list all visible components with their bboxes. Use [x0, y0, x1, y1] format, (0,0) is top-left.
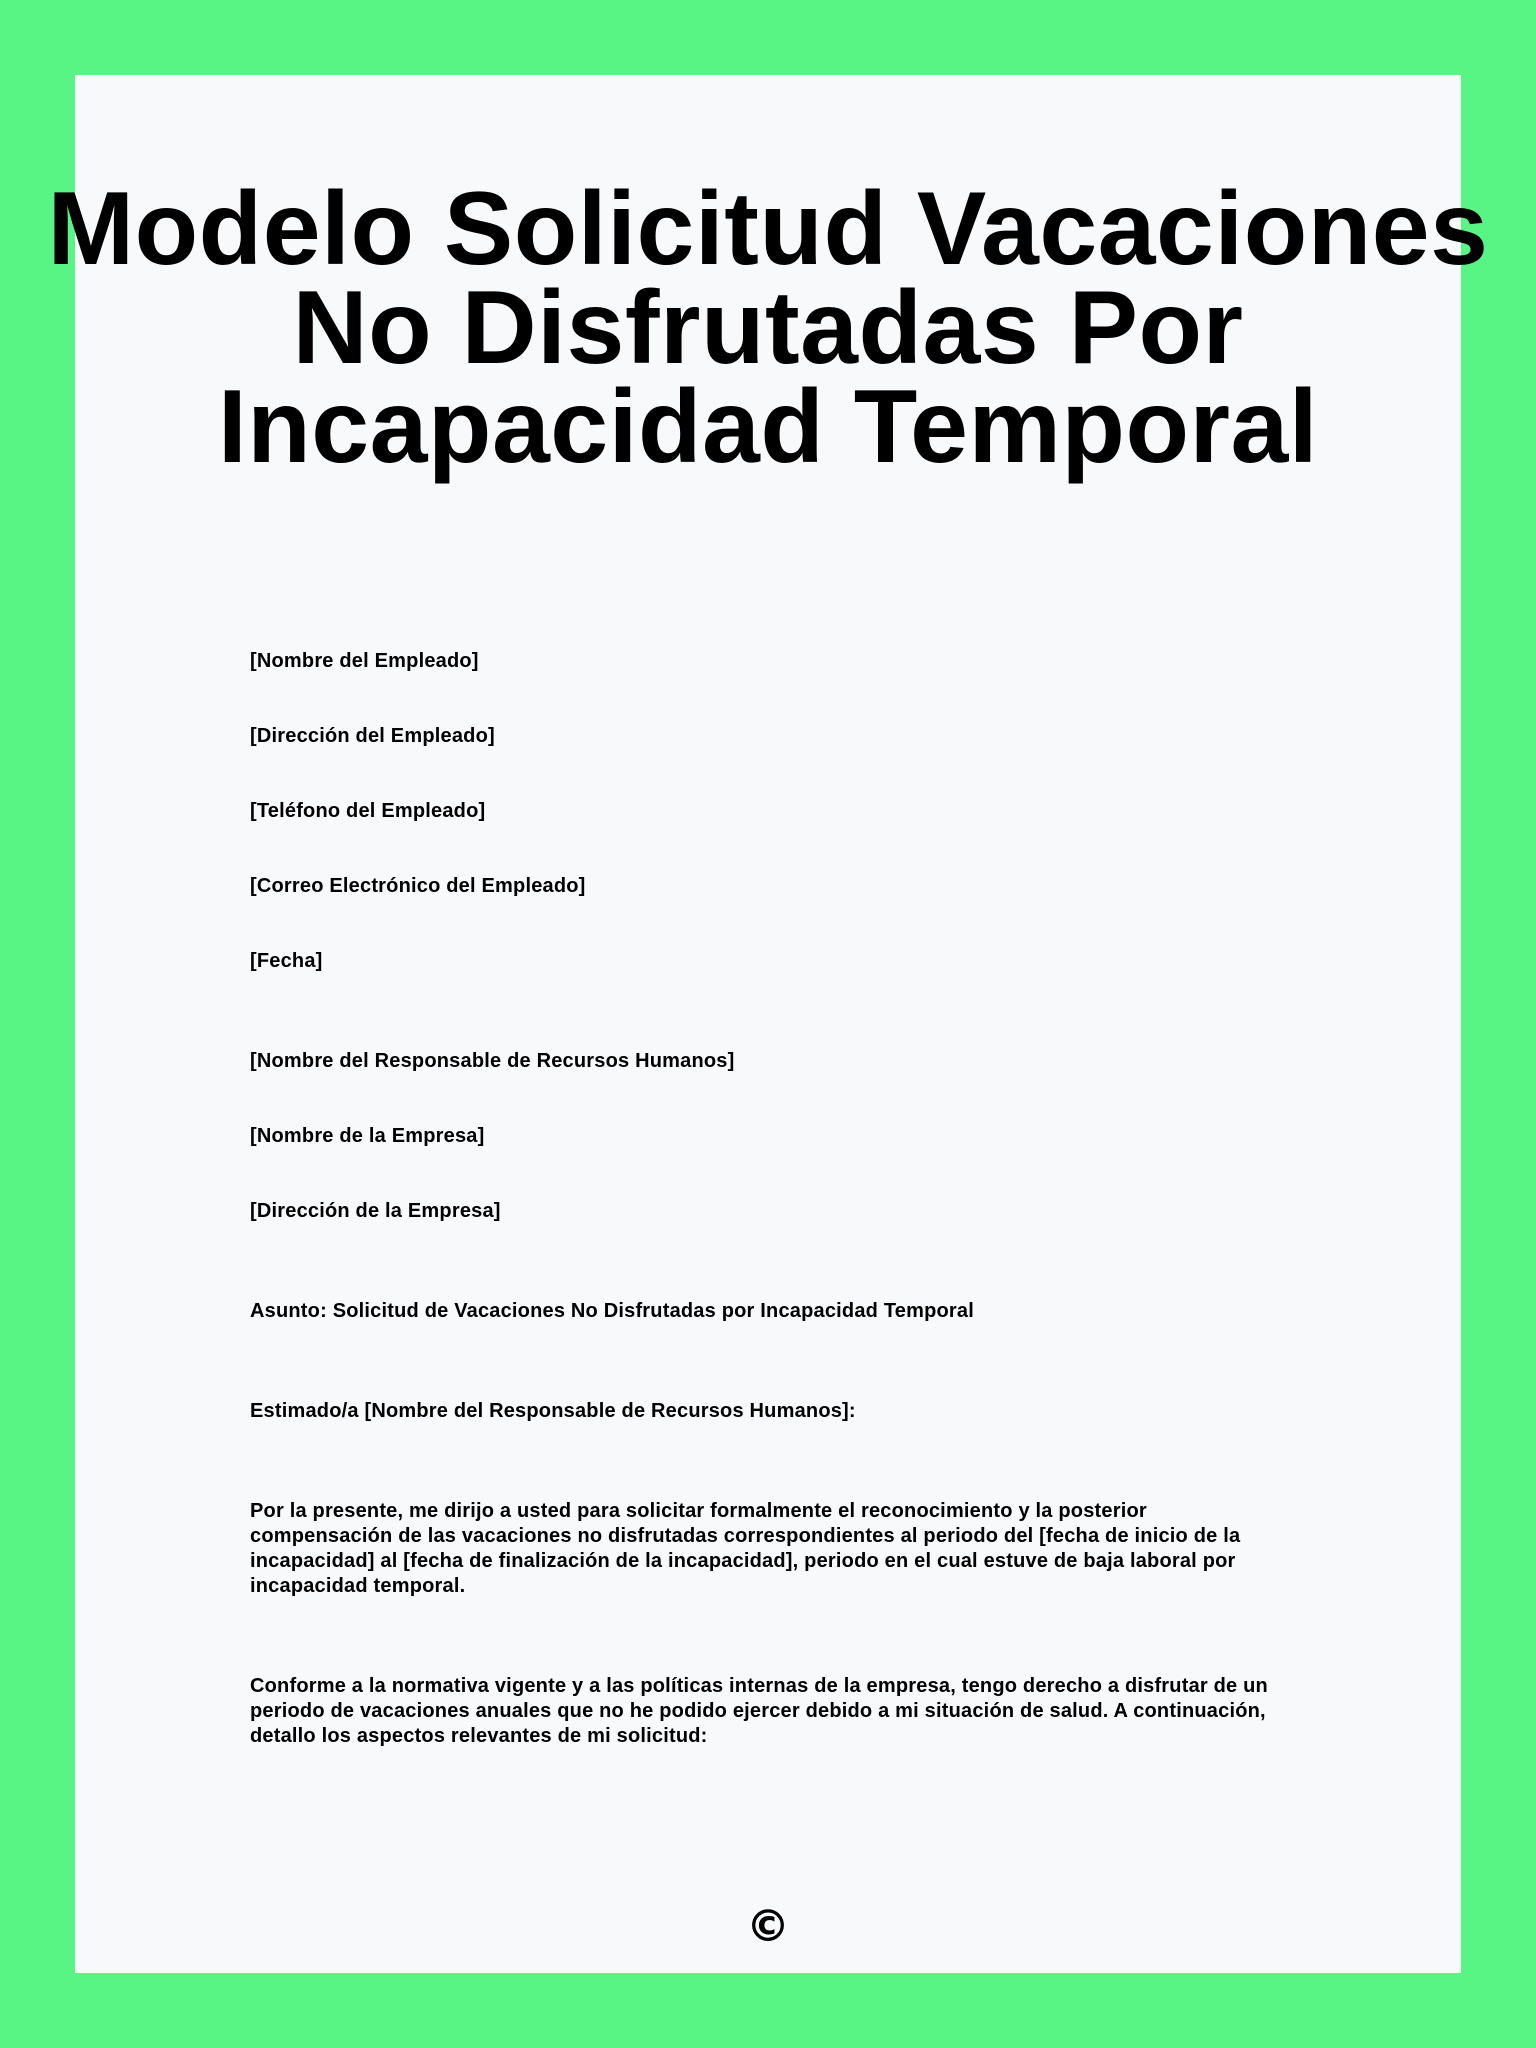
body-paragraph: Conforme a la normativa vigente y a las políticas internas de la empresa, tengo derecho a disfrutar de un periodo de vacaciones anuales que no he podido ejercer debido a mi situación de salud. A continuación, detallo los aspectos relevantes de mi solicitud: — [250, 1675, 1268, 1747]
sender-email: [Correo Electrónico del Empleado] — [250, 875, 586, 897]
sender-phone: [Teléfono del Empleado] — [250, 800, 486, 822]
body-paragraph: Por la presente, me dirijo a usted para solicitar formalmente el reconocimiento y la posterior compensación de las vacaciones no disfrutadas correspondientes al periodo del [fecha de inicio de la incapacidad] al [fecha de finalización de la incapacidad], periodo en el cual estuve de baja laboral por incapacidad temporal. — [250, 1500, 1241, 1597]
sender-name: [Nombre del Empleado] — [250, 650, 479, 672]
letter-salutation: Estimado/a [Nombre del Responsable de Recursos Humanos]: — [250, 1400, 856, 1422]
letter-subject: Asunto: Solicitud de Vacaciones No Disfrutadas por Incapacidad Temporal — [250, 1300, 974, 1322]
letter-date: [Fecha] — [250, 950, 323, 972]
sender-address: [Dirección del Empleado] — [250, 725, 495, 747]
document-title: Modelo Solicitud Vacaciones No Disfrutadas Por Incapacidad Temporal — [47, 171, 1489, 485]
copyright-icon: © — [746, 1901, 790, 1952]
recipient-company: [Nombre de la Empresa] — [250, 1125, 485, 1147]
recipient-address: [Dirección de la Empresa] — [250, 1200, 501, 1222]
recipient-name: [Nombre del Responsable de Recursos Humanos] — [250, 1050, 735, 1072]
